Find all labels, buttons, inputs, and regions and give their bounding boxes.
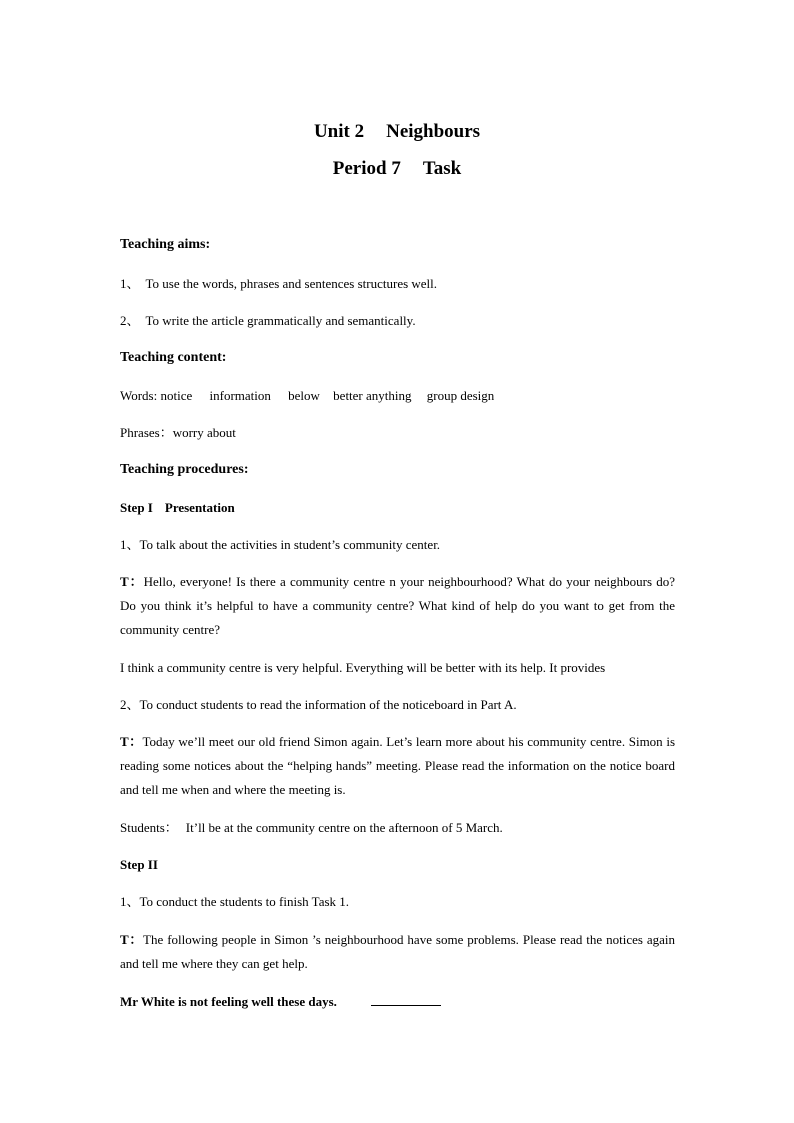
period-number: Period 7 — [332, 158, 401, 179]
phrases-label: Phrases： — [120, 425, 173, 440]
step2-item1: 1、To conduct the students to finish Task 1. — [120, 894, 350, 909]
step1-label: Step I — [120, 500, 153, 515]
aims-heading: Teaching aims: — [120, 237, 211, 252]
words-line — [120, 384, 675, 408]
aim-text: To write the article grammatically and semantically. — [145, 313, 416, 328]
step1-item1: 1、To talk about the activities in student’s community center. — [120, 537, 441, 552]
teacher-label: T： — [120, 932, 144, 947]
page-subtitle — [0, 158, 794, 180]
aim-item — [120, 272, 675, 296]
teacher-paragraph-2 — [120, 730, 675, 802]
word-item: information — [209, 388, 271, 403]
aim-item — [120, 309, 675, 333]
students-label: Students： — [120, 820, 178, 835]
phrases-text: worry about — [172, 425, 236, 440]
step2-heading: Step II — [120, 857, 158, 872]
content-heading: Teaching content: — [120, 350, 227, 365]
teacher-paragraph-1 — [120, 570, 675, 642]
words-label: Words: — [120, 388, 158, 403]
phrases-line — [120, 421, 675, 445]
teacher-paragraph-3 — [120, 928, 675, 976]
step1-item2: 2、To conduct students to read the information of the noticeboard in Part A. — [120, 697, 517, 712]
students-line — [120, 816, 675, 840]
teacher-label: T： — [120, 734, 143, 749]
page-title — [0, 121, 794, 143]
period-name: Task — [422, 158, 462, 179]
teacher-label: T： — [120, 574, 144, 589]
unit-name: Neighbours — [386, 121, 481, 142]
unit-number: Unit 2 — [313, 121, 365, 142]
mr-white-line — [120, 990, 675, 1014]
procedures-heading: Teaching procedures: — [120, 462, 249, 477]
word-item: better anything — [333, 388, 412, 403]
answer-blank[interactable] — [371, 991, 441, 1006]
aim-number: 2、 — [120, 313, 140, 328]
word-item: group design — [426, 388, 495, 403]
mr-white-text: Mr White is not feeling well these days. — [120, 994, 337, 1009]
step1-heading — [120, 496, 675, 520]
teacher-text: Today we’ll meet our old friend Simon again. Let’s learn more about his community centre. Simon is reading some notices about the “helping hands” meeting. Please read the information on the notice board and tell me when and where the meeting is. — [120, 734, 675, 797]
aim-text: To use the words, phrases and sentences structures well. — [145, 276, 438, 291]
teacher-text: The following people in Simon ’s neighbourhood have some problems. Please read the notices again and tell me where they can get help. — [120, 932, 676, 971]
aim-number: 1、 — [120, 276, 140, 291]
student-answer: I think a community centre is very helpful. Everything will be better with its help. It provides — [120, 660, 606, 675]
word-item: below — [288, 388, 320, 403]
step1-name: Presentation — [164, 500, 235, 515]
teacher-text: Hello, everyone! Is there a community centre n your neighbourhood? What do your neighbours do? Do you think it’s helpful to have a community centre? What kind of help do you want to get from the community centre? — [120, 574, 676, 637]
word-item: notice — [160, 388, 193, 403]
students-text: It’ll be at the community centre on the afternoon of 5 March. — [185, 820, 503, 835]
